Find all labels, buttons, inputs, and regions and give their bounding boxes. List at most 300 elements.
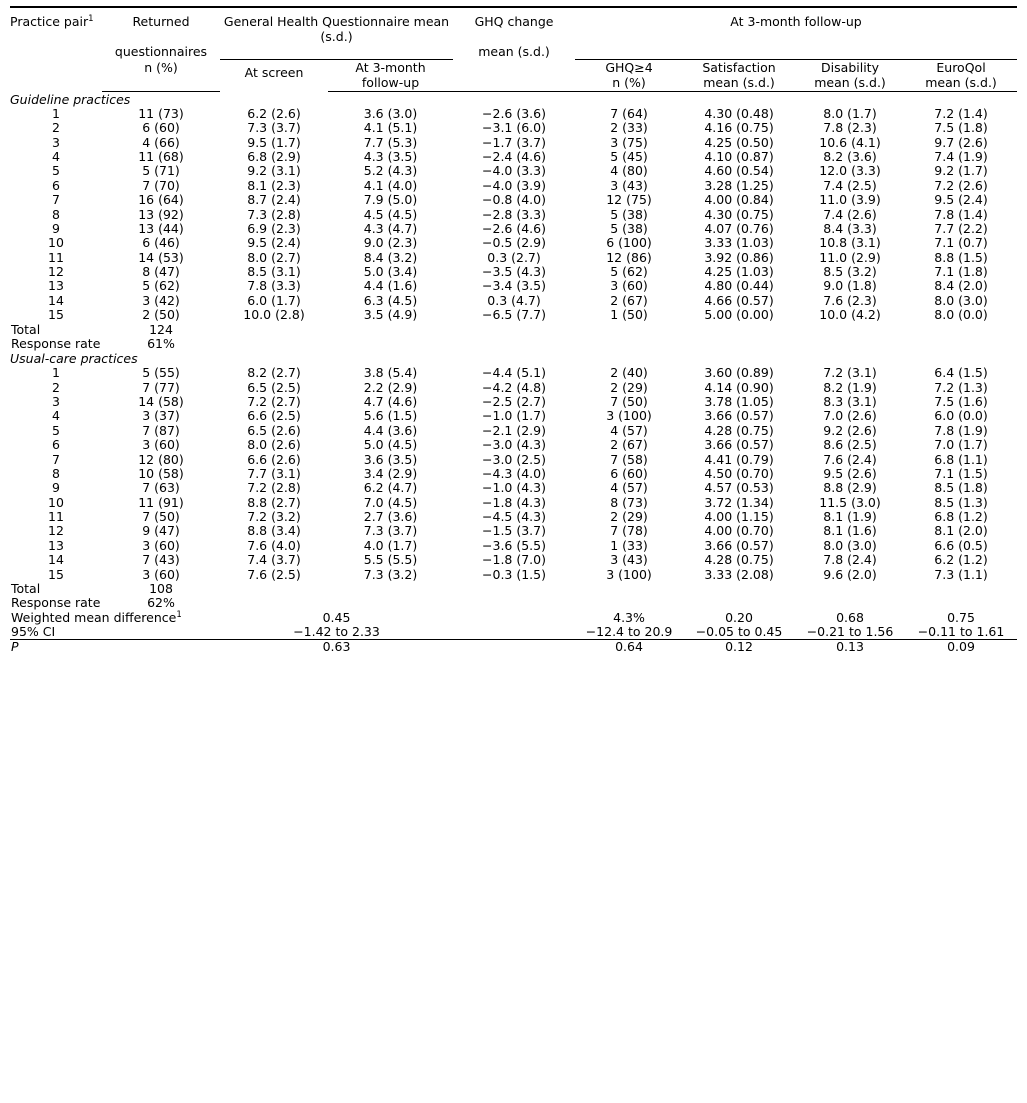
practice-pair-cell: 1 [52, 365, 60, 381]
cell-eq: 8.0 (0.0) [934, 307, 988, 323]
cell-change: −2.4 (4.6) [482, 149, 546, 164]
cell-screen: 6.0 (1.7) [247, 292, 301, 308]
cell-change: −2.5 (2.7) [482, 394, 546, 409]
empty-cell [328, 582, 453, 596]
cell-sat: 4.00 (1.15) [704, 509, 774, 524]
cell-eq: 7.2 (1.3) [934, 379, 988, 395]
cell-sat: 3.28 (1.25) [704, 177, 774, 193]
cell-sat: 4.28 (0.75) [704, 422, 774, 438]
cell-ghq4: 5 (45) [610, 149, 648, 164]
table-row [10, 438, 1017, 452]
practice-pair-cell: 12 [48, 523, 64, 539]
cell-screen: 7.7 (3.1) [247, 465, 301, 481]
cell-ghq4: 3 (60) [610, 278, 648, 294]
cell-follow: 7.0 (4.5) [363, 494, 418, 510]
cell-ghq4: 3 (100) [606, 408, 652, 424]
cell-change: −3.0 (2.5) [482, 451, 546, 467]
cell-ghq4: 4 (80) [610, 163, 648, 179]
table-row [10, 208, 1017, 222]
header-ghq-followup-line2: follow-up [328, 75, 453, 91]
cell-ghq4: 2 (67) [610, 292, 648, 308]
table-row [10, 136, 1017, 150]
header-disability-line2: mean (s.d.) [795, 75, 905, 91]
cell-returned: 3 (60) [142, 437, 180, 453]
empty-cell [453, 596, 575, 610]
header-returned-blank [102, 75, 220, 91]
section-title: Usual-care practices [10, 351, 138, 367]
cell-follow: 4.4 (3.6) [363, 422, 418, 438]
cell-dis: 8.6 (2.5) [823, 437, 877, 453]
cell-ghq4: 5 (38) [610, 206, 648, 222]
table-row [10, 496, 1017, 510]
cell-follow: 4.3 (4.7) [363, 220, 418, 236]
cell-dis: 7.8 (2.3) [823, 120, 877, 136]
header-returned: Returned [102, 7, 220, 44]
table-row [10, 236, 1017, 250]
cell-eq: 8.1 (2.0) [934, 523, 988, 539]
cell-change: −4.0 (3.9) [482, 177, 546, 193]
empty-cell [453, 625, 575, 640]
cell-returned: 7 (50) [142, 509, 180, 524]
table-row [10, 265, 1017, 279]
header-practice-pair-sup: 1 [88, 13, 94, 24]
cell-sat: 3.66 (0.57) [704, 408, 774, 424]
cell-sat: 4.10 (0.87) [704, 149, 774, 164]
practice-pair-cell: 12 [48, 264, 64, 279]
cell-dis: 11.5 (3.0) [819, 494, 881, 510]
cell-ghq4: 7 (58) [610, 451, 648, 467]
table-row [10, 467, 1017, 481]
practice-pair-cell: 14 [48, 292, 64, 308]
cell-returned: 14 (58) [138, 394, 184, 409]
cell-returned: 16 (64) [138, 192, 184, 208]
empty-cell [683, 337, 795, 351]
cell-eq: 8.4 (2.0) [934, 278, 988, 294]
cell-eq: 7.1 (0.7) [934, 235, 988, 251]
cell-ghq4: 7 (64) [610, 105, 648, 121]
empty-cell [905, 337, 1017, 351]
cell-returned: 8 (47) [142, 264, 180, 279]
cell-dis: 8.2 (1.9) [823, 379, 877, 395]
cell-dis: 8.8 (2.9) [823, 480, 877, 496]
cell-eq: 7.8 (1.4) [934, 206, 988, 222]
cell-ghq4: 12 (75) [606, 192, 652, 208]
section-title: Guideline practices [10, 91, 131, 107]
cell-dis: 8.1 (1.9) [823, 509, 877, 524]
total-row [10, 582, 1017, 596]
header-row-2 [10, 44, 1017, 60]
empty-cell [220, 323, 328, 337]
p-ghq: 0.63 [220, 640, 453, 655]
practice-pair-cell: 9 [52, 480, 60, 496]
table-row [10, 150, 1017, 164]
p-euroqol: 0.09 [905, 640, 1017, 655]
practice-pair-cell: 5 [52, 422, 60, 438]
response-rate-label: Response rate [11, 595, 101, 611]
cell-ghq4: 7 (78) [610, 523, 648, 539]
cell-change: −1.5 (3.7) [482, 523, 546, 539]
p-value-row [10, 640, 1017, 655]
table-row [10, 381, 1017, 395]
cell-returned: 3 (37) [142, 408, 180, 424]
cell-ghq4: 3 (75) [610, 134, 648, 150]
cell-dis: 10.6 (4.1) [819, 134, 881, 150]
cell-returned: 5 (55) [142, 365, 180, 381]
cell-change: −0.3 (1.5) [482, 566, 546, 582]
cell-dis: 8.0 (1.7) [823, 105, 877, 121]
cell-follow: 4.3 (3.5) [363, 149, 418, 164]
cell-dis: 8.3 (3.1) [823, 394, 877, 409]
empty-cell [453, 323, 575, 337]
empty-cell [328, 337, 453, 351]
cell-dis: 7.0 (2.6) [823, 408, 877, 424]
cell-returned: 11 (68) [138, 149, 184, 164]
cell-follow: 2.2 (2.9) [363, 379, 418, 395]
cell-change: 0.3 (4.7) [487, 292, 541, 308]
header-ghq-change-blank [453, 60, 575, 76]
practice-pair-cell: 4 [52, 408, 60, 424]
empty-cell [453, 337, 575, 351]
cell-change: −1.8 (4.3) [482, 494, 546, 510]
wmd-disability: 0.68 [836, 609, 864, 625]
cell-eq: 7.8 (1.9) [934, 422, 988, 438]
cell-screen: 8.2 (2.7) [247, 365, 301, 381]
empty-cell [795, 596, 905, 610]
cell-returned: 11 (73) [138, 105, 184, 121]
cell-returned: 3 (42) [142, 292, 180, 308]
cell-screen: 7.3 (3.7) [247, 120, 301, 136]
table-row [10, 409, 1017, 423]
cell-dis: 7.8 (2.4) [823, 552, 877, 568]
cell-screen: 8.8 (2.7) [247, 494, 301, 510]
header-euroqol-line2: mean (s.d.) [905, 75, 1017, 91]
cell-change: 0.3 (2.7) [487, 249, 541, 265]
total-label: Total [11, 321, 41, 337]
table-row [10, 107, 1017, 121]
p-satisfaction: 0.12 [683, 640, 795, 655]
cell-change: −0.5 (2.9) [482, 235, 546, 251]
cell-ghq4: 7 (50) [610, 394, 648, 409]
cell-eq: 7.5 (1.6) [934, 394, 988, 409]
cell-follow: 6.2 (4.7) [363, 480, 418, 496]
cell-sat: 4.60 (0.54) [704, 163, 774, 179]
cell-returned: 5 (71) [142, 163, 180, 179]
cell-follow: 8.4 (3.2) [363, 249, 418, 265]
table-row [10, 395, 1017, 409]
cell-screen: 7.2 (2.7) [247, 394, 301, 409]
cell-follow: 7.7 (5.3) [363, 134, 418, 150]
cell-dis: 8.2 (3.6) [823, 149, 877, 164]
cell-eq: 6.4 (1.5) [934, 365, 988, 381]
cell-follow: 9.0 (2.3) [363, 235, 418, 251]
cell-ghq4: 2 (29) [610, 379, 648, 395]
ci-ghq4: −12.4 to 20.9 [585, 624, 673, 639]
cell-ghq4: 2 (29) [610, 509, 648, 524]
header-ghq-followup-line1: At 3-month [355, 59, 426, 75]
table-row [10, 294, 1017, 308]
empty-cell [575, 596, 683, 610]
practice-pair-cell: 6 [52, 177, 60, 193]
cell-returned: 4 (66) [142, 134, 180, 150]
cell-eq: 9.5 (2.4) [934, 192, 988, 208]
weighted-mean-difference-row [10, 611, 1017, 625]
cell-screen: 6.6 (2.5) [247, 408, 301, 424]
cell-returned: 7 (87) [142, 422, 180, 438]
cell-screen: 7.2 (2.8) [247, 480, 301, 496]
cell-screen: 7.8 (3.3) [247, 278, 301, 294]
section-title-row [10, 351, 1017, 366]
cell-change: −1.7 (3.7) [482, 134, 546, 150]
practice-pair-cell: 3 [52, 394, 60, 409]
cell-dis: 8.0 (3.0) [823, 537, 877, 553]
empty-cell [453, 582, 575, 596]
empty-cell [328, 323, 453, 337]
header-ghq-group-rule [220, 44, 453, 60]
cell-ghq4: 2 (67) [610, 437, 648, 453]
total-row [10, 323, 1017, 337]
cell-sat: 4.25 (0.50) [704, 134, 774, 150]
cell-follow: 3.8 (5.4) [363, 365, 418, 381]
cell-follow: 5.0 (4.5) [363, 437, 418, 453]
practice-pair-cell: 14 [48, 552, 64, 568]
practice-pair-cell: 8 [52, 206, 60, 222]
cell-screen: 8.5 (3.1) [247, 264, 301, 279]
empty-cell [220, 582, 328, 596]
header-returned-line2: questionnaires [114, 44, 208, 59]
cell-eq: 8.8 (1.5) [934, 249, 988, 265]
cell-dis: 12.0 (3.3) [819, 163, 881, 179]
practice-pair-cell: 7 [52, 451, 60, 467]
practice-pair-cell: 15 [48, 566, 64, 582]
practice-pair-cell: 4 [52, 149, 60, 164]
header-ghq4-line1: GHQ≥4 [605, 59, 653, 75]
empty-cell [453, 640, 575, 655]
header-row-1 [10, 7, 1017, 44]
empty-cell [683, 582, 795, 596]
response-rate-row [10, 596, 1017, 610]
cell-screen: 7.2 (3.2) [247, 509, 301, 524]
table-row [10, 553, 1017, 567]
cell-ghq4: 12 (86) [606, 249, 652, 265]
cell-dis: 10.0 (4.2) [819, 307, 881, 323]
cell-sat: 3.66 (0.57) [704, 437, 774, 453]
cell-ghq4: 8 (73) [610, 494, 648, 510]
cell-sat: 4.80 (0.44) [704, 278, 774, 294]
cell-eq: 7.4 (1.9) [934, 149, 988, 164]
cell-screen: 7.6 (2.5) [247, 566, 301, 582]
cell-ghq4: 3 (43) [610, 552, 648, 568]
cell-ghq4: 2 (33) [610, 120, 648, 136]
header-row-3 [10, 60, 1017, 76]
wmd-satisfaction: 0.20 [725, 609, 753, 625]
cell-screen: 6.6 (2.6) [247, 451, 301, 467]
p-ghq4: 0.64 [575, 640, 683, 655]
empty-cell [328, 596, 453, 610]
header-row-4 [10, 75, 1017, 91]
cell-dis: 7.6 (2.3) [823, 292, 877, 308]
cell-ghq4: 4 (57) [610, 480, 648, 496]
cell-returned: 12 (80) [138, 451, 184, 467]
table-row [10, 308, 1017, 322]
cell-follow: 2.7 (3.6) [363, 509, 418, 524]
empty-cell [905, 323, 1017, 337]
cell-sat: 3.78 (1.05) [704, 394, 774, 409]
header-satisfaction-line1: Satisfaction [702, 59, 776, 75]
practice-pair-cell: 6 [52, 437, 60, 453]
cell-eq: 8.0 (3.0) [934, 292, 988, 308]
cell-returned: 5 (62) [142, 278, 180, 294]
cell-follow: 3.6 (3.0) [363, 105, 418, 121]
table-row [10, 121, 1017, 135]
cell-dis: 9.5 (2.6) [823, 465, 877, 481]
cell-change: −3.0 (4.3) [482, 437, 546, 453]
cell-dis: 7.4 (2.6) [823, 206, 877, 222]
cell-returned: 6 (46) [142, 235, 180, 251]
cell-screen: 8.8 (3.4) [247, 523, 301, 539]
ci-disability: −0.21 to 1.56 [806, 624, 894, 639]
cell-eq: 6.2 (1.2) [934, 552, 988, 568]
table-row [10, 279, 1017, 293]
cell-change: −4.5 (4.3) [482, 509, 546, 524]
cell-screen: 9.2 (3.1) [247, 163, 301, 179]
cell-screen: 6.2 (2.6) [247, 105, 301, 121]
cell-dis: 9.0 (1.8) [823, 278, 877, 294]
cell-change: −2.6 (4.6) [482, 220, 546, 236]
cell-ghq4: 1 (33) [610, 537, 648, 553]
cell-returned: 6 (60) [142, 120, 180, 136]
cell-returned: 13 (44) [138, 220, 184, 236]
cell-change: −4.2 (4.8) [482, 379, 546, 395]
response-rate-value: 61% [147, 335, 175, 351]
cell-eq: 7.5 (1.8) [934, 120, 988, 136]
response-rate-label: Response rate [11, 335, 101, 351]
cell-dis: 7.6 (2.4) [823, 451, 877, 467]
cell-ghq4: 5 (38) [610, 220, 648, 236]
practice-pair-cell: 15 [48, 307, 64, 323]
cell-follow: 5.6 (1.5) [363, 408, 418, 424]
cell-sat: 3.66 (0.57) [704, 537, 774, 553]
practice-pair-cell: 1 [52, 105, 60, 121]
header-practice-pair [10, 7, 102, 91]
total-value: 124 [149, 321, 173, 337]
cell-returned: 13 (92) [138, 206, 184, 222]
cell-change: −0.8 (4.0) [482, 192, 546, 208]
empty-cell [683, 323, 795, 337]
cell-eq: 9.2 (1.7) [934, 163, 988, 179]
cell-ghq4: 5 (62) [610, 264, 648, 279]
p-label: P [10, 640, 220, 655]
cell-eq: 7.2 (1.4) [934, 105, 988, 121]
cell-sat: 4.14 (0.90) [704, 379, 774, 395]
header-at-screen: At screen [244, 64, 304, 80]
cell-follow: 5.5 (5.5) [363, 552, 418, 568]
cell-follow: 7.3 (3.7) [363, 523, 418, 539]
header-ghq-change-line2: mean (s.d.) [478, 44, 550, 59]
table-row [10, 524, 1017, 538]
cell-screen: 7.6 (4.0) [247, 537, 301, 553]
empty-cell [575, 323, 683, 337]
cell-change: −2.1 (2.9) [482, 422, 546, 438]
cell-follow: 3.4 (2.9) [363, 465, 418, 481]
empty-cell [220, 337, 328, 351]
cell-sat: 3.33 (1.03) [704, 235, 774, 251]
cell-follow: 3.5 (4.9) [363, 307, 418, 323]
header-disability-line1: Disability [821, 59, 879, 75]
empty-cell [905, 596, 1017, 610]
cell-screen: 6.5 (2.6) [247, 422, 301, 438]
cell-returned: 9 (47) [142, 523, 180, 539]
cell-returned: 11 (91) [138, 494, 184, 510]
cell-sat: 4.50 (0.70) [704, 465, 774, 481]
table-row [10, 424, 1017, 438]
cell-follow: 5.2 (4.3) [363, 163, 418, 179]
table-row [10, 453, 1017, 467]
cell-returned: 14 (53) [138, 249, 184, 265]
cell-ghq4: 3 (43) [610, 177, 648, 193]
practice-pair-cell: 7 [52, 192, 60, 208]
cell-follow: 4.7 (4.6) [363, 394, 418, 409]
cell-returned: 7 (43) [142, 552, 180, 568]
table-row [10, 193, 1017, 207]
cell-change: −6.5 (7.7) [482, 307, 546, 323]
header-returned-line3: n (%) [144, 59, 178, 75]
empty-cell [905, 582, 1017, 596]
empty-cell [220, 596, 328, 610]
ci-ghq: −1.42 to 2.33 [293, 624, 380, 639]
cell-change: −2.8 (3.3) [482, 206, 546, 222]
practice-pair-cell: 13 [48, 278, 64, 294]
cell-eq: 7.2 (2.6) [934, 177, 988, 193]
practice-pair-cell: 11 [48, 509, 64, 524]
table-row [10, 179, 1017, 193]
practice-pair-cell: 9 [52, 220, 60, 236]
cell-eq: 7.0 (1.7) [934, 437, 988, 453]
cell-change: −1.0 (1.7) [482, 408, 546, 424]
cell-change: −3.5 (4.3) [482, 264, 546, 279]
table-row [10, 222, 1017, 236]
header-followup-group-rule [575, 44, 1017, 60]
table-row [10, 366, 1017, 380]
empty-cell [795, 582, 905, 596]
cell-dis: 9.6 (2.0) [823, 566, 877, 582]
table-header [10, 7, 1017, 91]
table-row [10, 251, 1017, 265]
ci-euroqol: −0.11 to 1.61 [917, 624, 1005, 639]
practice-pair-cell: 10 [48, 235, 64, 251]
cell-change: −1.0 (4.3) [482, 480, 546, 496]
cell-dis: 8.5 (3.2) [823, 264, 877, 279]
cell-screen: 8.1 (2.3) [247, 177, 301, 193]
cell-follow: 3.6 (3.5) [363, 451, 418, 467]
cell-returned: 3 (60) [142, 537, 180, 553]
response-rate-row [10, 337, 1017, 351]
response-rate-value: 62% [147, 595, 175, 611]
table-body [10, 91, 1017, 654]
header-satisfaction-line2: mean (s.d.) [683, 75, 795, 91]
header-followup-group: At 3-month follow-up [575, 7, 1017, 44]
cell-screen: 9.5 (1.7) [247, 134, 301, 150]
cell-sat: 4.30 (0.75) [704, 206, 774, 222]
cell-screen: 9.5 (2.4) [247, 235, 301, 251]
cell-change: −3.1 (6.0) [482, 120, 546, 136]
cell-follow: 5.0 (3.4) [363, 264, 418, 279]
cell-sat: 4.07 (0.76) [704, 220, 774, 236]
empty-cell [575, 337, 683, 351]
cell-screen: 8.0 (2.7) [247, 249, 301, 265]
cell-eq: 7.3 (1.1) [934, 566, 988, 582]
header-ghq-change-blank2 [453, 75, 575, 91]
cell-ghq4: 2 (40) [610, 365, 648, 381]
